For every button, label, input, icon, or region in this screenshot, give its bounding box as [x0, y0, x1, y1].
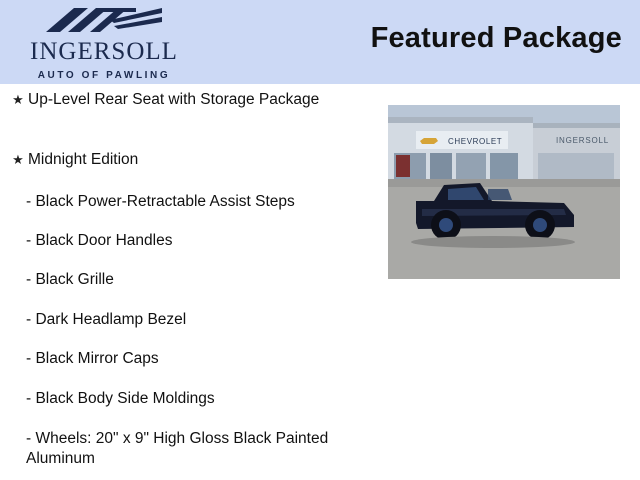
list-item	[8, 150, 368, 170]
list-item	[8, 90, 368, 110]
list-item: - Black Body Side Moldings	[26, 390, 215, 407]
list-item-label: Up-Level Rear Seat with Storage Package	[28, 91, 320, 108]
list-item: - Wheels: 20" x 9" High Gloss Black Painted Aluminum	[26, 430, 329, 467]
dealer-name: INGERSOLL	[30, 38, 178, 65]
ingersoll-wing-logo-icon	[44, 6, 164, 36]
list-item: - Black Grille	[26, 271, 114, 288]
page-title: Featured Package	[370, 22, 622, 54]
vehicle-photo	[388, 105, 620, 279]
list-item: - Black Door Handles	[26, 232, 173, 249]
list-item: - Black Power-Retractable Assist Steps	[26, 193, 295, 210]
dealer-logo	[6, 4, 202, 80]
dealer-tagline: AUTO OF PAWLING	[37, 70, 171, 81]
list-item-label: Midnight Edition	[28, 151, 139, 168]
header-banner	[0, 0, 640, 84]
list-item: - Dark Headlamp Bezel	[26, 311, 187, 328]
svg-text:INGERSOLL: INGERSOLL	[556, 136, 609, 145]
star-icon: ★	[12, 152, 24, 167]
star-icon: ★	[12, 92, 24, 107]
svg-text:CHEVROLET: CHEVROLET	[448, 137, 503, 146]
list-item: - Black Mirror Caps	[26, 350, 159, 367]
